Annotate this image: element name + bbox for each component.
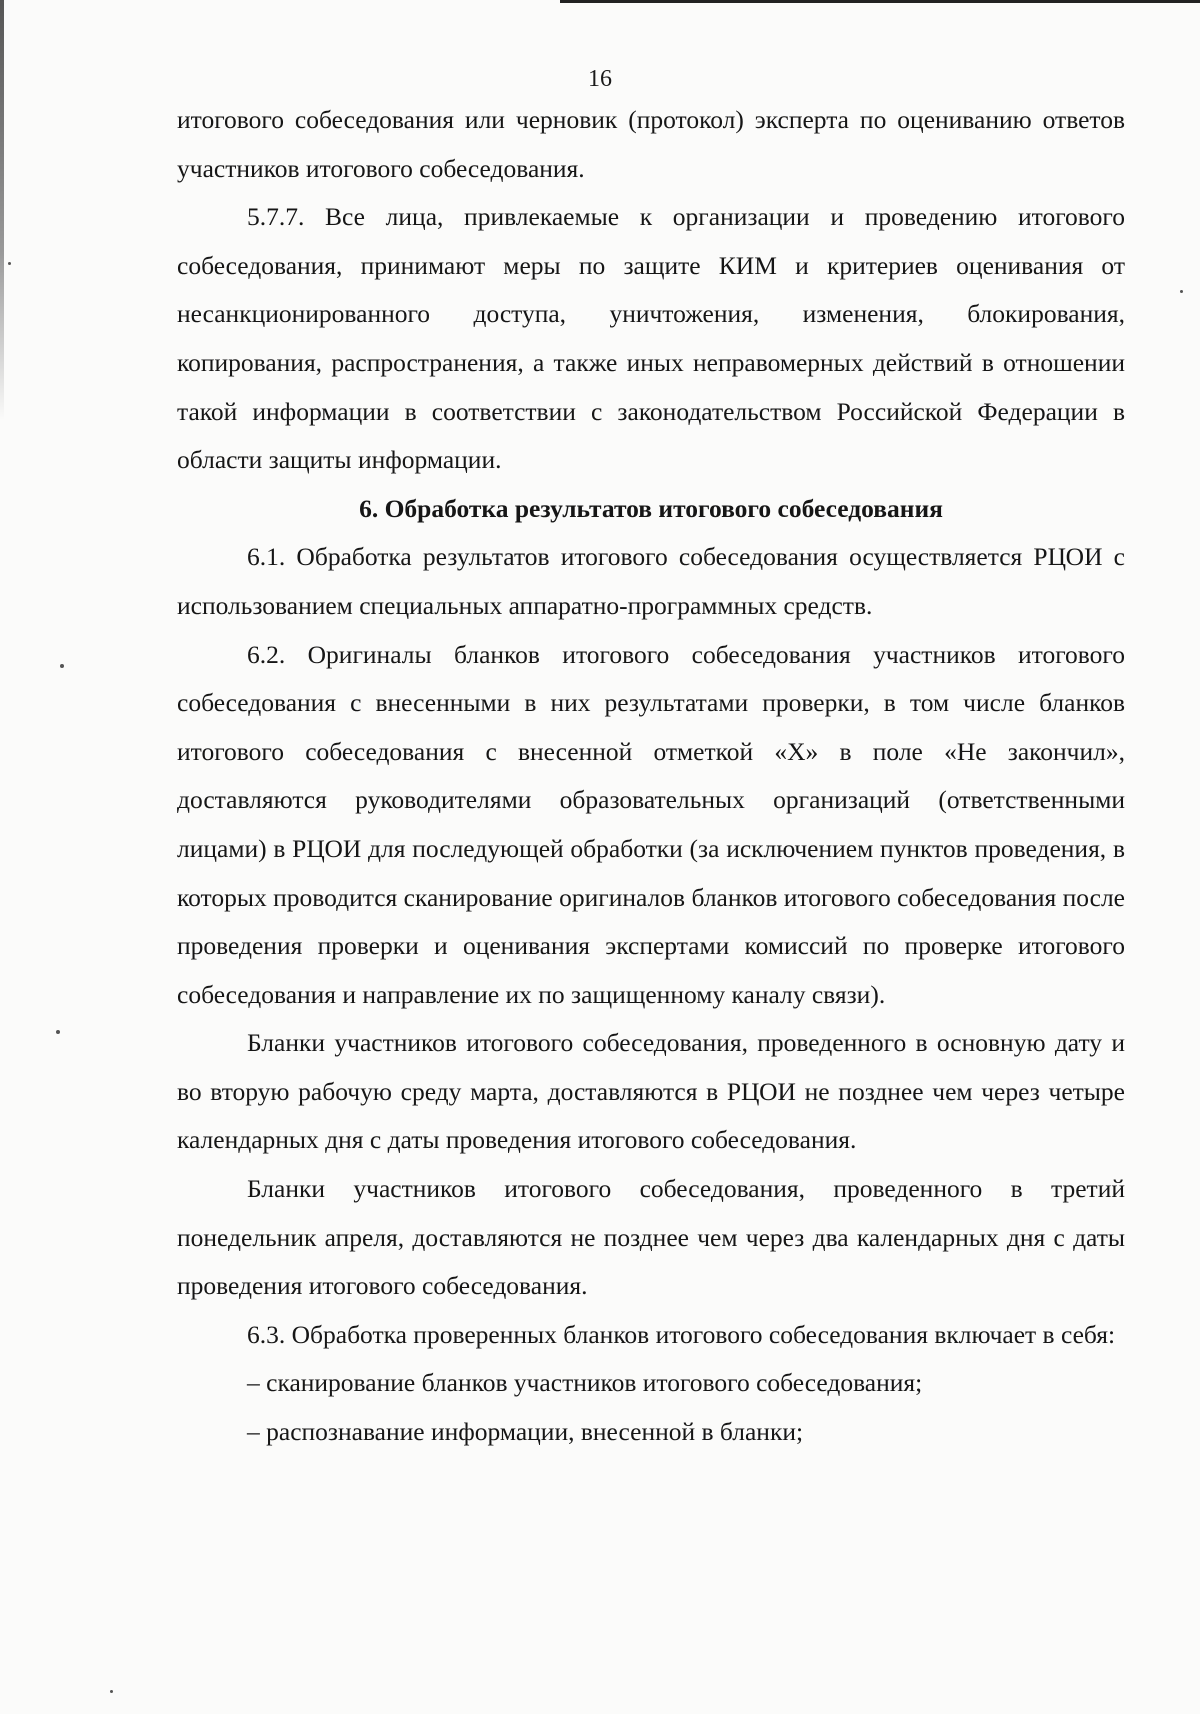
list-item: – сканирование бланков участников итогового собеседования; [247,1368,923,1398]
scan-top-edge [560,0,1200,3]
scan-speck [8,262,11,265]
paragraph: 6.2. Оригиналы бланков итогового собеседования участников итогового собеседования с внесенными в них результатами проверки, в том числе бланков итогового собеседования с внесенной отметкой «Х» в поле «Не закончил», доставляются руководителями образовательных организаций (ответственными лицами) в РЦОИ для последующей обработки (за исключением пунктов проведения, в которых проводится сканирование оригиналов бланков итогового собеседования после проведения проверки и оценивания экспертами комиссий по проверке итогового собеседования и направление их по защищенному каналу связи). [177,639,1125,1009]
paragraph: 6.3. Обработка проверенных бланков итогового собеседования включает в себя: [247,1319,1116,1349]
scan-speck [110,1690,113,1693]
scan-speck [1180,290,1183,293]
paragraph: 6.1. Обработка результатов итогового собеседования осуществляется РЦОИ с использованием специальных аппаратно-программных средств. [177,542,1125,620]
page-number: 16 [588,66,612,92]
section-heading: 6. Обработка результатов итогового собеседования [359,493,943,523]
paragraph: Бланки участников итогового собеседования, проведенного в основную дату и во вторую рабочую среду марта, доставляются в РЦОИ не позднее чем через четыре календарных дня с даты проведения итогового собеседования. [177,1028,1125,1155]
scan-left-edge [0,0,4,420]
scan-speck [60,664,64,668]
document-body [177,96,1125,1457]
paragraph: Бланки участников итогового собеседования, проведенного в третий понедельник апреля, доставляются не позднее чем через два календарных дня с даты проведения итогового собеседования. [177,1174,1125,1301]
scan-speck [56,1030,60,1034]
list-item: – распознавание информации, внесенной в бланки; [247,1417,804,1447]
paragraph: 5.7.7. Все лица, привлекаемые к организации и проведению итогового собеседования, принимают меры по защите КИМ и критериев оценивания от несанкционированного доступа, уничтожения, изменения, блокирования, копирования, распространения, а также иных неправомерных действий в отношении такой информации в соответствии с законодательством Российской Федерации в области защиты информации. [177,202,1125,475]
paragraph: итогового собеседования или черновик (протокол) эксперта по оцениванию ответов участников итогового собеседования. [177,105,1125,183]
